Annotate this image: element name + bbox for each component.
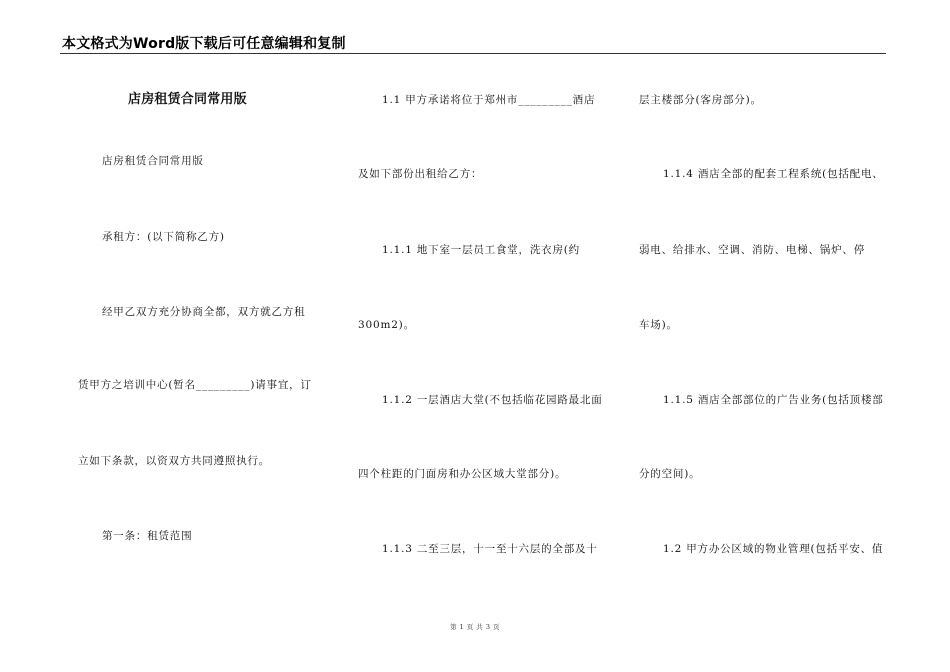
left-line-4: 赁甲方之培训中心(暂名_________)请事宜，订 — [78, 379, 312, 391]
middle-line-5: 1.1.2 一层酒店大堂(不包括临花园路最北面 — [382, 394, 603, 406]
document-banner: 本文格式为Word版下载后可任意编辑和复制 — [62, 36, 346, 52]
header-rule — [60, 53, 886, 54]
right-line-7: 1.2 甲方办公区域的物业管理(包括平安、值 — [663, 543, 884, 555]
left-line-1: 店房租赁合同常用版 — [102, 155, 204, 167]
document-title: 店房租赁合同常用版 — [128, 92, 247, 107]
right-line-1: 层主楼部分(客房部分)。 — [639, 94, 762, 106]
right-line-3: 弱电、给排水、空调、消防、电梯、锅炉、停 — [639, 244, 865, 256]
right-line-6: 分的空间)。 — [639, 468, 701, 480]
left-line-2: 承租方：(以下简称乙方) — [102, 231, 225, 243]
middle-line-4: 300m2)。 — [358, 319, 415, 331]
middle-line-3: 1.1.1 地下室一层员工食堂，洗衣房(约 — [382, 244, 580, 256]
right-line-2: 1.1.4 酒店全部的配套工程系统(包括配电、 — [663, 168, 884, 180]
left-line-5: 立如下条款，以资双方共同遵照执行。 — [78, 455, 271, 467]
left-line-6: 第一条：租赁范围 — [102, 530, 193, 542]
middle-line-6: 四个柱距的门面房和办公区域大堂部分)。 — [358, 468, 567, 480]
left-line-3: 经甲乙双方充分协商全都，双方就乙方租 — [102, 306, 306, 318]
page-number: 第 1 页 共 3 页 — [449, 623, 501, 631]
middle-line-7: 1.1.3 二至三层，十一至十六层的全部及十 — [382, 543, 598, 555]
right-line-5: 1.1.5 酒店全部部位的广告业务(包括顶楼部 — [663, 394, 884, 406]
right-line-4: 车场)。 — [639, 319, 678, 331]
middle-line-1: 1.1 甲方承诺将位于郑州市_________酒店 — [382, 94, 596, 106]
middle-line-2: 及如下部份出租给乙方： — [358, 168, 483, 180]
